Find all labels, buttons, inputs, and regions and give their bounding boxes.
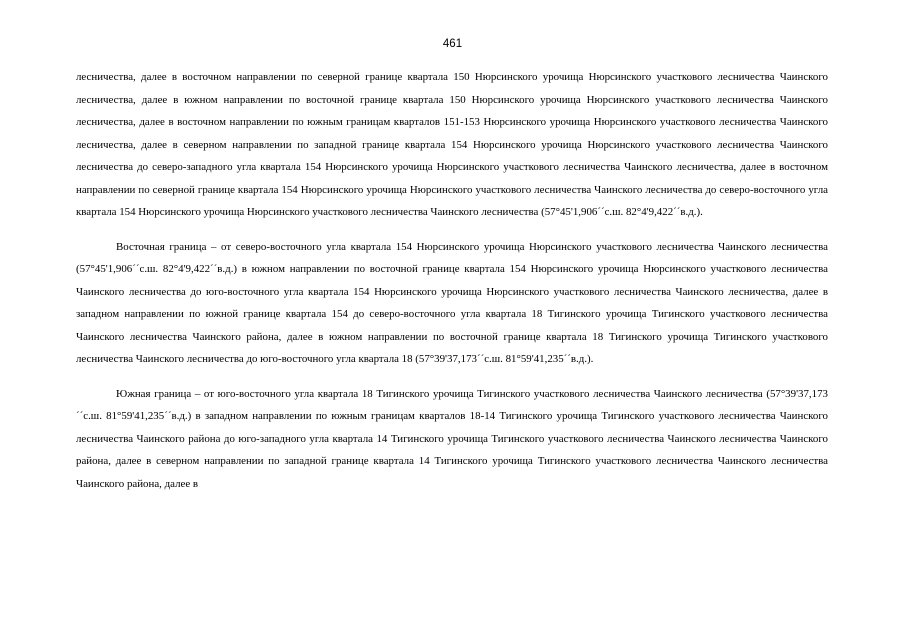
paragraph-continuation: лесничества, далее в восточном направлении по северной границе квартала 150 Нюрсинского урочища Нюрсинского участкового лесничества Чаинского лесничества, далее в южном направлении по восточной границе квартала 150 Нюрсинского урочища Нюрсинского участкового лесничества Чаинского лесничества, далее в восточном направлении по южным границам кварталов 151-153 Нюрсинского урочища Нюрсинского участкового лесничества Чаинского лесничества, далее в северном направлении по западной границе квартала 154 Нюрсинского урочища Нюрсинского участкового лесничества Чаинского лесничества до северо-западного угла квартала 154 Нюрсинского урочища Нюрсинского участкового лесничества Чаинского лесничества, далее в восточном направлении по северной границе квартала 154 Нюрсинского урочища Нюрсинского участкового лесничества Чаинского лесничества до северо-восточного угла квартала 154 Нюрсинского урочища Нюрсинского участкового лесничества Чаинского лесничества (57°45'1,906´´с.ш. 82°4'9,422´´в.д.).	[76, 71, 828, 218]
document-body	[76, 66, 828, 495]
paragraph-eastern-boundary: Восточная граница – от северо-восточного угла квартала 154 Нюрсинского урочища Нюрсинского участкового лесничества Чаинского лесничества (57°45'1,906´´с.ш. 82°4'9,422´´в.д.) в южном направлении по восточной границе квартала 154 Нюрсинского урочища Нюрсинского участкового лесничества Чаинского лесничества до юго-восточного угла квартала 154 Нюрсинского урочища Нюрсинского участкового лесничества Чаинского лесничества, далее в западном направлении по южной границе квартала 154 до северо-восточного угла квартала 18 Тигинского урочища Тигинского участкового лесничества Чаинского лесничества Чаинского района, далее в южном направлении по восточной границе квартала 18 Тигинского урочища Тигинского участкового лесничества Чаинского лесничества до юго-восточного угла квартала 18 (57°39'37,173´´с.ш. 81°59'41,235´´в.д.).	[76, 240, 828, 365]
paragraph-southern-boundary: Южная граница – от юго-восточного угла квартала 18 Тигинского урочища Тигинского участкового лесничества Чаинского лесничества (57°39'37,173´´с.ш. 81°59'41,235´´в.д.) в западном направлении по южным границам кварталов 18-14 Тигинского урочища Тигинского участкового лесничества Чаинского лесничества Чаинского района до юго-западного угла квартала 14 Тигинского урочища Тигинского участкового лесничества Чаинского лесничества Чаинского района, далее в северном направлении по западной границе квартала 14 Тигинского урочища Тигинского участкового лесничества Чаинского лесничества Чаинского района, далее в	[76, 387, 828, 490]
page-number: 461	[442, 38, 463, 50]
